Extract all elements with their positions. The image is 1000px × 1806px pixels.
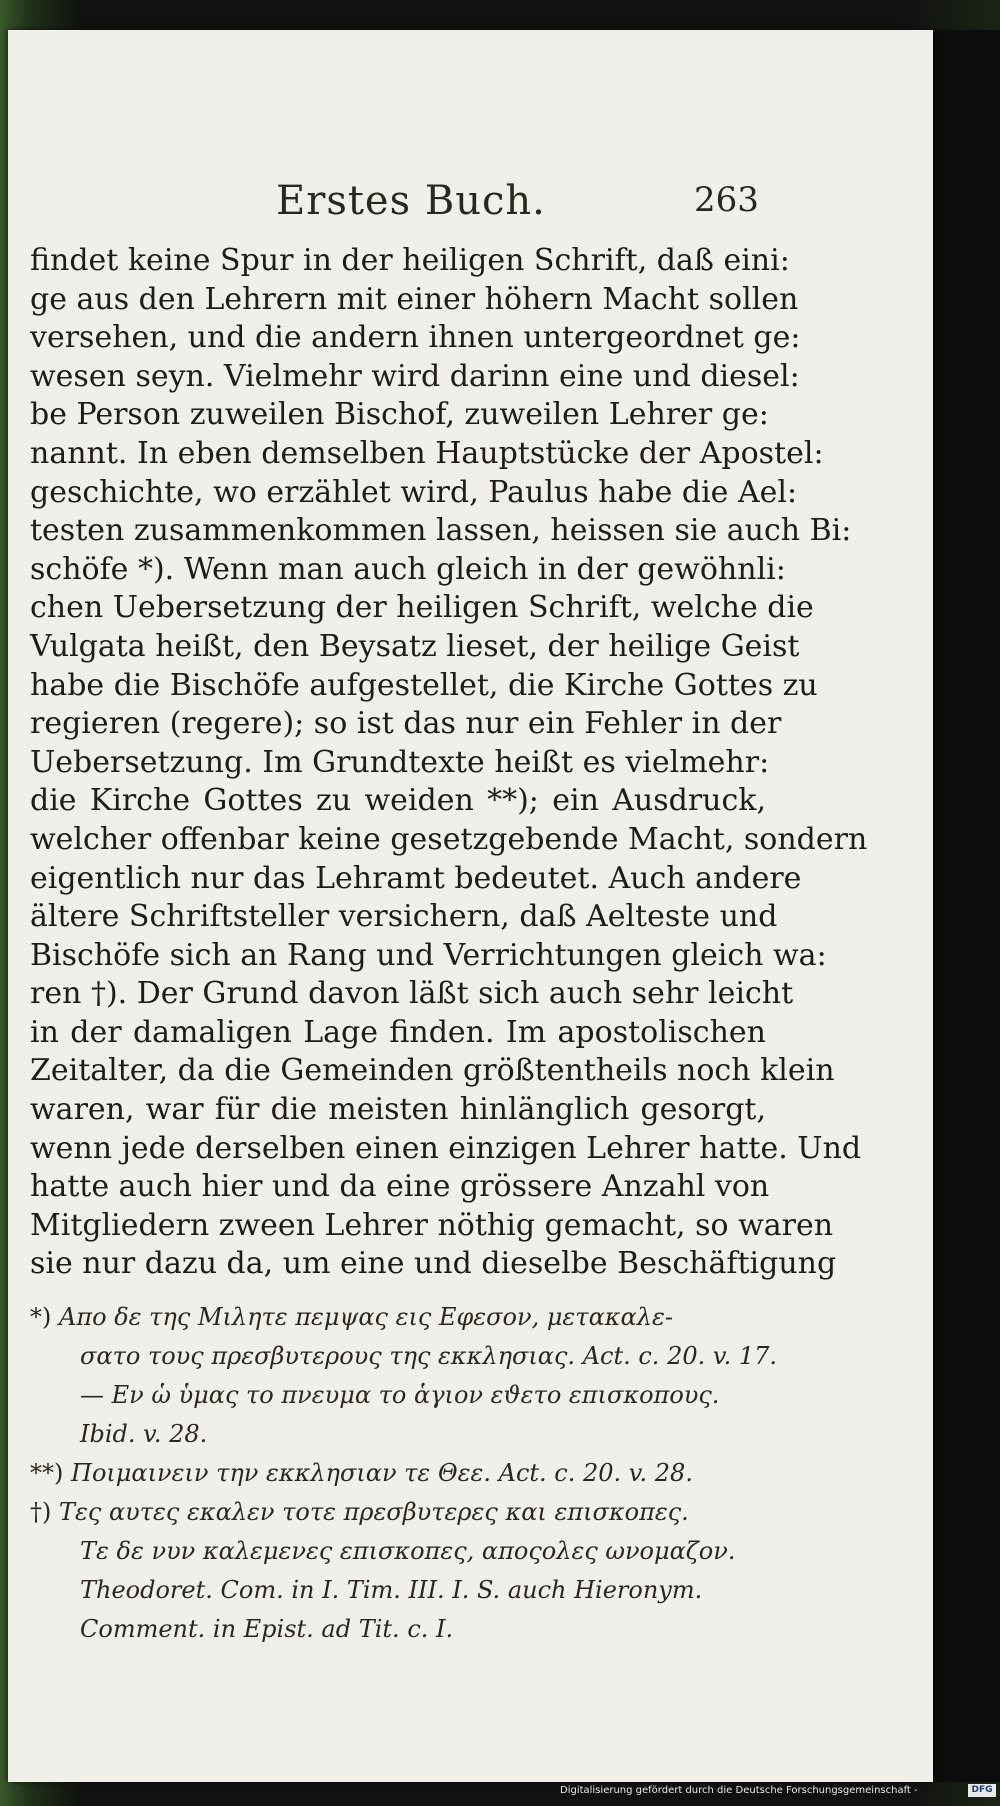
text-line: habe die Bischöfe aufgestellet, die Kirche Gottes zu [30,667,818,703]
footnotes [30,1298,777,1649]
text-line: regieren (regere); so ist das nur ein Fehler in der [30,706,782,742]
text-line: sie nur dazu da, um eine und dieselbe Beschäftigung [30,1246,837,1282]
text-line: die Kirche Gottes zu weiden **); ein Ausdruck, [30,783,766,819]
running-title: Erstes Buch. [276,178,546,224]
footnote-marker: *) [30,1303,52,1331]
footnote-marker: **) [30,1459,64,1487]
text-line: geschichte, wo erzählet wird, Paulus habe die Ael: [30,474,798,510]
text-line: Mitgliedern zween Lehrer nöthig gemacht, so waren [30,1207,834,1243]
text-line: Vulgata heißt, den Beysatz lieset, der heilige Geist [30,628,800,664]
text-line: wenn jede derselben einen einzigen Lehrer hatte. Und [30,1130,862,1166]
text-line: be Person zuweilen Bischof, zuweilen Lehrer ge: [30,397,769,433]
footnote-text: Ποιμαινειν την εκκλησιαν τε Θεε. Act. c. 20. v. 28. [71,1459,693,1487]
text-line: eigentlich nur das Lehramt bedeutet. Auch andere [30,860,802,896]
text-line: Zeitalter, da die Gemeinden größtentheils noch klein [30,1053,835,1089]
text-line: waren, war für die meisten hinlänglich gesorgt, [30,1092,766,1128]
footnote-line [30,1454,770,1493]
text-line: Bischöfe sich an Rang und Verrichtungen gleich wa: [30,937,827,973]
footnote-line: Theodoret. Com. in I. Tim. III. I. S. auch Hieronym. [80,1576,703,1604]
footnote-line: Τε δε νυν καλεμενες επισκοπες, αποςολες ωνομαζον. [80,1537,736,1565]
footnote-line: σατο τους πρεσβυτερους της εκκλησιας. Act. c. 20. v. 17. [80,1342,777,1370]
footnote-line [30,1493,770,1532]
text-line: wesen seyn. Vielmehr wird darinn eine und diesel: [30,358,800,394]
text-line: testen zusammenkommen lassen, heissen sie auch Bi: [30,513,852,549]
text-line: ren †). Der Grund davon läßt sich auch sehr leicht [30,976,794,1012]
text-line: versehen, und die andern ihnen untergeordnet ge: [30,320,801,356]
scan-edge-strip [933,30,1000,1782]
dfg-logo: DFG [968,1784,996,1797]
book-page [8,30,933,1782]
footnote-line: Ibid. v. 28. [80,1420,208,1448]
footnote-line: — Εν ὡ ὑμας το πνευμα το ἁγιον εϑετο επισκοπους. [80,1381,720,1409]
footnote-marker: †) [30,1498,52,1526]
text-line: schöfe *). Wenn man auch gleich in der gewöhnli: [30,551,786,587]
text-line: hatte auch hier und da eine grössere Anzahl von [30,1169,770,1205]
footnote-text: Απο δε της Μιλητε πεμψας εις Εφεσον, μετακαλε- [59,1303,673,1331]
text-line: ältere Schriftsteller versichern, daß Aelteste und [30,899,778,935]
page-number: 263 [694,180,759,220]
text-line: ge aus den Lehrern mit einer höhern Macht sollen [30,281,799,317]
text-line: findet keine Spur in der heiligen Schrift, daß eini: [30,243,790,278]
text-line: nannt. In eben demselben Hauptstücke der Apostel: [30,435,824,471]
page-header [8,170,933,230]
footnote-line: Comment. in Epist. ad Tit. c. I. [80,1615,454,1643]
digitization-note: Digitalisierung gefördert durch die Deutsche Forschungsgemeinschaft - [560,1785,918,1796]
footnote-line [30,1298,770,1337]
footnote-text: Τες αυτες εκαλεν τοτε πρεσβυτερες και επισκοπες. [59,1498,689,1526]
text-line: chen Uebersetzung der heiligen Schrift, welche die [30,590,814,626]
text-line: welcher offenbar keine gesetzgebende Macht, sondern [30,821,868,857]
text-line: Uebersetzung. Im Grundtexte heißt es vielmehr: [30,744,770,780]
text-line: in der damaligen Lage finden. Im apostolischen [30,1014,766,1050]
body-text [30,242,868,1284]
